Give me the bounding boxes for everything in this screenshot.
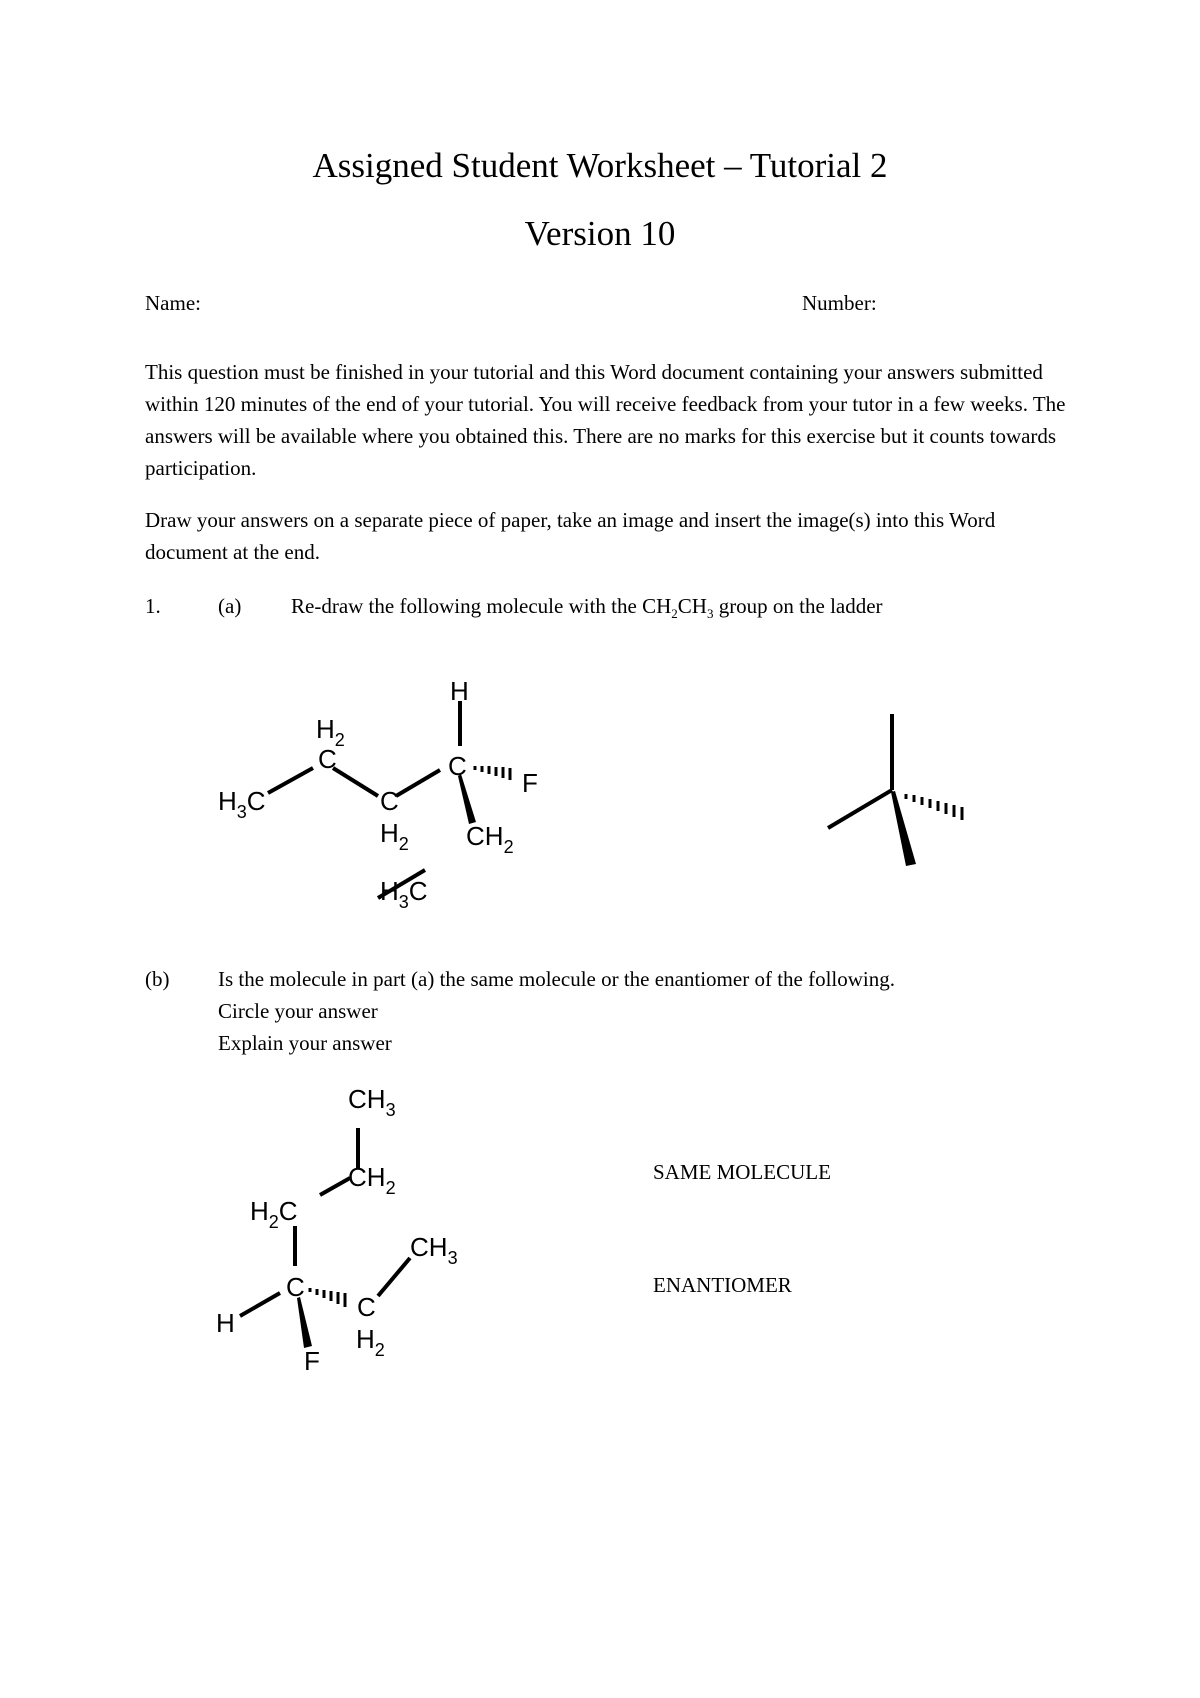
- molecule-a-wedge-bond: [458, 774, 476, 824]
- part-a-subscript-1: 2: [671, 606, 678, 622]
- mol-a-h3c-bottom: $H_3C$: [380, 876, 428, 912]
- mol-a-c-center: C: [448, 751, 467, 781]
- mol-a-ch2: $CH_2$: [466, 821, 514, 857]
- bond: [396, 770, 440, 796]
- question-number: 1.: [145, 594, 161, 618]
- part-b-circle-instruction: Circle your answer: [218, 999, 378, 1023]
- mol-a-h3c-left: $H_3C$: [218, 786, 266, 822]
- mol-b-c-right: C: [357, 1292, 376, 1322]
- part-a-subscript-2: 3: [706, 606, 714, 622]
- mol-b-h2c: $H_2C$: [250, 1196, 298, 1232]
- molecule-b-wedge-bond: [297, 1297, 312, 1348]
- mol-b-h2-lower: $H_2$: [356, 1324, 385, 1360]
- mol-a-h-top: H: [450, 676, 469, 706]
- instructions-paragraph: This question must be finished in your tutorial and this Word document containing your answers submitted within 120 minutes of the end of your tutorial. You will receive feedback from your tutor in a few weeks. The answers will be available where you obtained this. There are no marks for this exercise but it counts towards participation.: [145, 360, 1066, 480]
- number-label: Number:: [802, 291, 877, 315]
- molecule-a-hash-bond: [475, 766, 510, 780]
- drawing-instructions-paragraph: Draw your answers on a separate piece of paper, take an image and insert the image(s) into this Word document at the end.: [145, 508, 996, 564]
- mol-b-ch3-right: $CH_3$: [410, 1232, 458, 1268]
- worksheet-title: Assigned Student Worksheet – Tutorial 2: [312, 146, 888, 185]
- mol-b-h-left: H: [216, 1308, 235, 1338]
- name-label: Name:: [145, 291, 201, 315]
- mol-b-ch2: $CH_2$: [348, 1162, 396, 1198]
- option-same-molecule[interactable]: SAME MOLECULE: [653, 1160, 831, 1184]
- version-label: Version 10: [524, 214, 676, 253]
- part-a-text-mid: CH: [677, 594, 707, 618]
- mol-b-f: F: [304, 1346, 320, 1376]
- ladder-template: [828, 714, 962, 866]
- mol-a-h2-lower: $H_2$: [380, 818, 409, 854]
- part-a-text-after: group on the ladder: [713, 594, 883, 618]
- mol-a-h2-upper: $H_2$: [316, 714, 345, 750]
- part-b-label: (b): [145, 967, 170, 991]
- part-b-explain-instruction: Explain your answer: [218, 1031, 392, 1055]
- part-b-question: Is the molecule in part (a) the same molecule or the enantiomer of the following.: [218, 967, 896, 991]
- part-a-label: (a): [218, 594, 242, 618]
- mol-a-f: F: [522, 768, 538, 798]
- mol-a-c-chain: C: [318, 744, 337, 774]
- bond: [240, 1293, 280, 1316]
- molecule-b-hash-bond: [310, 1288, 345, 1307]
- mol-a-c-chain2: C: [380, 786, 399, 816]
- bond: [320, 1178, 350, 1195]
- option-enantiomer[interactable]: ENANTIOMER: [653, 1273, 792, 1297]
- bond: [268, 768, 313, 793]
- mol-b-ch3-top: $CH_3$: [348, 1084, 396, 1120]
- mol-b-c-center: C: [286, 1272, 305, 1302]
- part-a-text-before: Re-draw the following molecule with the CH: [291, 594, 672, 618]
- bond: [378, 1258, 410, 1296]
- bond: [333, 768, 378, 796]
- molecule-a: [268, 701, 460, 898]
